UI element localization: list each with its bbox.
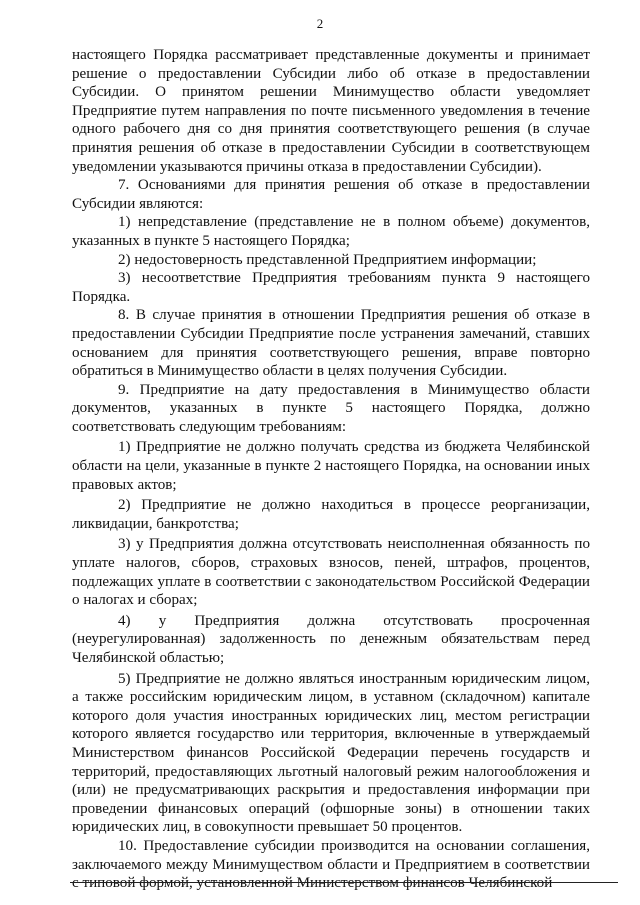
list-item: 3) у Предприятия должна отсутствовать неисполненная обязанность по уплате налогов, сборов, страховых взносов, пеней, штрафов, процентов, подлежащих уплате в соответствии с законодательством Российской Федерации о налогах и сборах; xyxy=(72,536,590,609)
paragraph: 10. Предоставление субсидии производится на основании соглашения, заключаемого между Минимуществом области и Предприятием в соответствии с типовой формой, установленной Министерством финансов Челябинской xyxy=(72,837,590,892)
list-item: 5) Предприятие не должно являться иностранным юридическим лицом, а также российским юридическим лицом, в уставном (складочном) капитале которого доля участия иностранных юридических лиц, местом регистрации которого является государство или территория, включенные в утверждаемый Министерством финансов Российской Федерации перечень государств и территорий, предоставляющих льготный налоговый режим налогообложения и (или) не предусматривающих раскрытия и предоставления информации при проведении финансовых операций (офшорные зоны) в отношении таких юридических лиц, в совокупности превышает 50 процентов. xyxy=(72,670,590,836)
list-item: 4) у Предприятия должна отсутствовать просроченная (неурегулированная) задолженность по денежным обязательствам перед Челябинской областью; xyxy=(72,612,590,666)
paragraph: 7. Основаниями для принятия решения об отказе в предоставлении Субсидии являются: xyxy=(72,177,590,212)
paragraph: 8. В случае принятия в отношении Предприятия решения об отказе в предоставлении Субсидии Предприятие после устранения замечаний, ставших основанием для принятия соответствующего решения, вправе повторно обратиться в Минимущество области в целях получения Субсидии. xyxy=(72,307,590,380)
list-item: 2) недостоверность представленной Предприятием информации; xyxy=(118,251,537,268)
document-body xyxy=(72,46,590,893)
list-item: 1) Предприятие не должно получать средства из бюджета Челябинской области на цели, указанные в пункте 2 настоящего Порядка, на основании иных правовых актов; xyxy=(72,439,590,493)
list-item: 1) непредставление (представление не в полном объеме) документов, указанных в пункте 5 настоящего Порядка; xyxy=(72,214,590,249)
paragraph: 9. Предприятие на дату предоставления в Минимущество области документов, указанных в пункте 5 настоящего Порядка, должно соответствовать следующим требованиям: xyxy=(72,381,590,435)
page-number: 2 xyxy=(316,16,324,31)
list-item: 2) Предприятие не должно находиться в процессе реорганизации, ликвидации, банкротства; xyxy=(72,497,590,532)
footer-divider xyxy=(70,882,618,883)
paragraph: настоящего Порядка рассматривает представленные документы и принимает решение о предоставлении Субсидии либо об отказе в предоставлении Субсидии. О принятом решении Минимущество области уведомляет Предприятие путем направления по почте письменного уведомления в течение одного рабочего дня со дня принятия соответствующего решения (в случае принятия решения об отказе в предоставлении Субсидии в соответствующем уведомлении указываются причины отказа в предоставлении Субсидии). xyxy=(72,47,590,175)
list-item: 3) несоответствие Предприятия требованиям пункта 9 настоящего Порядка. xyxy=(72,270,590,305)
